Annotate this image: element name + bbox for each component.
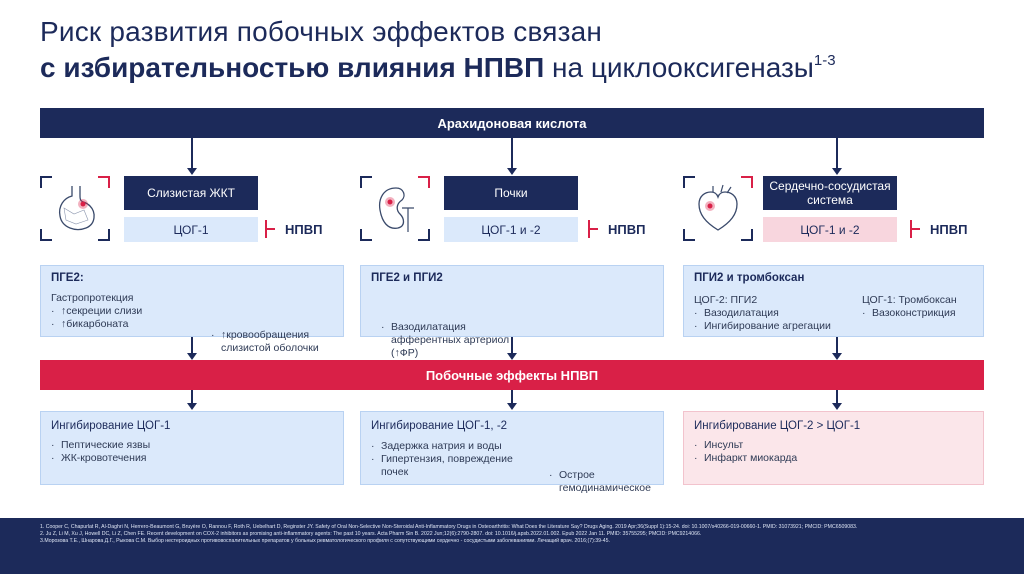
arrow-line — [836, 337, 838, 353]
arrow-head — [832, 403, 842, 410]
arrow-line — [191, 337, 193, 353]
reference-3: 3.Морозова Т.Е., Шнарова Д.Г., Рыкова С.М. Выбор нестероидных противовоспалительных препаратов у больных ревматологического профиля с сопутствующими сердечно - сосудистыми заболеваниями. Лечащий врач. 2016;(7):39-45. — [40, 538, 610, 544]
panel-line: · ↑секреции слизи — [51, 305, 191, 318]
organ-title-cardio: Сердечно-сосудистая система — [763, 176, 897, 210]
title-rest: на циклооксигеназы — [544, 52, 814, 83]
effect-title: Ингибирование ЦОГ-1, -2 — [371, 420, 508, 432]
panel-line: · ↑бикарбоната — [51, 318, 191, 331]
kidney-icon — [374, 184, 418, 234]
arrow-head — [832, 353, 842, 360]
stomach-icon — [54, 184, 98, 234]
nsaid-label: НПВП — [608, 221, 646, 237]
nsaid-inhibitor-kidney — [588, 220, 645, 238]
title-superscript: 1-3 — [813, 52, 836, 69]
frame-corner — [360, 176, 372, 188]
inhibition-mark — [588, 220, 590, 238]
inhibition-mark — [265, 220, 267, 238]
arrow-head — [187, 403, 197, 410]
frame-corner — [98, 176, 110, 188]
arrow-head — [832, 168, 842, 175]
arrow-line — [836, 138, 838, 168]
effect-title: Ингибирование ЦОГ-1 — [51, 420, 171, 432]
organ-title-kidney: Почки — [444, 176, 578, 210]
frame-corner — [418, 229, 430, 241]
panel-left-col — [51, 292, 191, 331]
gi-side-effects-panel — [40, 411, 344, 485]
frame-corner — [741, 176, 753, 188]
panel-line: Гастропротекция — [51, 292, 134, 304]
nsaid-inhibitor-gi — [265, 220, 322, 238]
references-footer — [0, 518, 1024, 574]
arrow-head — [507, 403, 517, 410]
effect-item: · Инсульт — [694, 439, 973, 452]
effect-item: · Гипертензия, повреждение почек — [371, 453, 521, 479]
heart-icon-frame — [683, 176, 753, 241]
arrow-line — [191, 138, 193, 168]
arrow-line — [836, 390, 838, 404]
nsaid-side-effects-bar: Побочные эффекты НПВП — [40, 360, 984, 390]
panel-line: · Ингибирование агрегации — [694, 320, 854, 333]
reference-2: 2. Ju Z, Li M, Xu J, Howell DC, Li Z, Chen FE. Recent development on COX-2 inhibitors as promising anti-inflammatory agents: The past 10 years. Acta Pharm Sin B. 2022 Jun;12(6):2790-2807. doi: 10.1016/j.apsb.2022.01.002. Epub 2022 Jan 11. PMID: 35755295; PMCID: PMC9214066. — [40, 531, 702, 537]
panel-sub-title: ЦОГ-2: ПГИ2 — [694, 294, 758, 306]
kidney-effects-panel — [360, 265, 664, 359]
gi-effects-panel — [40, 265, 344, 354]
nsaid-inhibitor-cardio — [910, 220, 967, 238]
panel-line: · Вазодилатация — [694, 307, 854, 320]
inhibition-mark — [910, 220, 912, 238]
effect-item: · Острое гемодинамическое — [549, 469, 674, 495]
panel-line: · Вазоконстрикция — [862, 307, 980, 320]
organ-title-gi: Слизистая ЖКТ — [124, 176, 258, 210]
page-title-line1: Риск развития побочных эффектов связан — [40, 16, 603, 47]
page-title-line2 — [40, 52, 836, 84]
cardio-side-effects-panel — [683, 411, 984, 485]
reference-1: 1. Cooper C, Chapurlat R, Al-Daghri N, Herrero-Beaumont G, Bruyère O, Rannou F, Roth R, Uebelhart D, Reginster JY. Safety of Oral Non-Selective Non-Steroidal Anti-Inflammatory Drugs in Osteoarthritis: What Does the Literature Say? Drugs Aging. 2019 Apr;36(Suppl 1):15-24. doi: 10.1007/s40266-019-00660-1. PMID: 31073921; PMCID: PMC6509083. — [40, 524, 858, 530]
effect-item: · Задержка натрия и воды — [371, 440, 521, 453]
arrow-head — [507, 168, 517, 175]
effect-title: Ингибирование ЦОГ-2 > ЦОГ-1 — [694, 420, 861, 432]
effect-left-col — [371, 440, 521, 479]
cog-box-cardio: ЦОГ-1 и -2 — [763, 217, 897, 242]
cog-box-kidney: ЦОГ-1 и -2 — [444, 217, 578, 242]
effect-item: · Пептические язвы — [51, 439, 333, 452]
frame-corner — [418, 176, 430, 188]
kidney-icon-frame — [360, 176, 430, 241]
arrow-head — [507, 353, 517, 360]
frame-corner — [683, 229, 695, 241]
nsaid-label: НПВП — [930, 221, 968, 237]
frame-corner — [683, 176, 695, 188]
panel-title: ПГЕ2: — [51, 272, 84, 284]
frame-corner — [40, 229, 52, 241]
cardio-effects-panel — [683, 265, 984, 337]
frame-corner — [741, 229, 753, 241]
arrow-line — [511, 390, 513, 404]
arrow-line — [191, 390, 193, 404]
arrow-line — [511, 138, 513, 168]
arrow-head — [187, 353, 197, 360]
panel-sub-title: ЦОГ-1: Тромбоксан — [862, 294, 957, 306]
frame-corner — [40, 176, 52, 188]
effect-item: · Инфаркт миокарда — [694, 452, 973, 465]
frame-corner — [360, 229, 372, 241]
panel-line: · ↑кровообращения слизистой оболочки — [211, 329, 351, 355]
heart-icon — [695, 184, 741, 234]
cog-box-gi: ЦОГ-1 — [124, 217, 258, 242]
panel-title: ПГЕ2 и ПГИ2 — [371, 272, 443, 284]
frame-corner — [98, 229, 110, 241]
panel-line: · Вазодилатация афферентных артериол (↑ФР) — [381, 321, 526, 360]
nsaid-label: НПВП — [285, 221, 323, 237]
arachidonic-acid-bar: Арахидоновая кислота — [40, 108, 984, 138]
kidney-side-effects-panel — [360, 411, 664, 494]
panel-sub-right — [862, 294, 980, 320]
stomach-icon-frame — [40, 176, 110, 241]
title-bold-part: с избирательностью влияния НПВП — [40, 52, 545, 83]
arrow-head — [187, 168, 197, 175]
panel-title: ПГИ2 и тромбоксан — [694, 272, 805, 284]
arrow-line — [511, 337, 513, 353]
effect-item: · ЖК-кровотечения — [51, 452, 333, 465]
panel-sub-left — [694, 294, 854, 333]
